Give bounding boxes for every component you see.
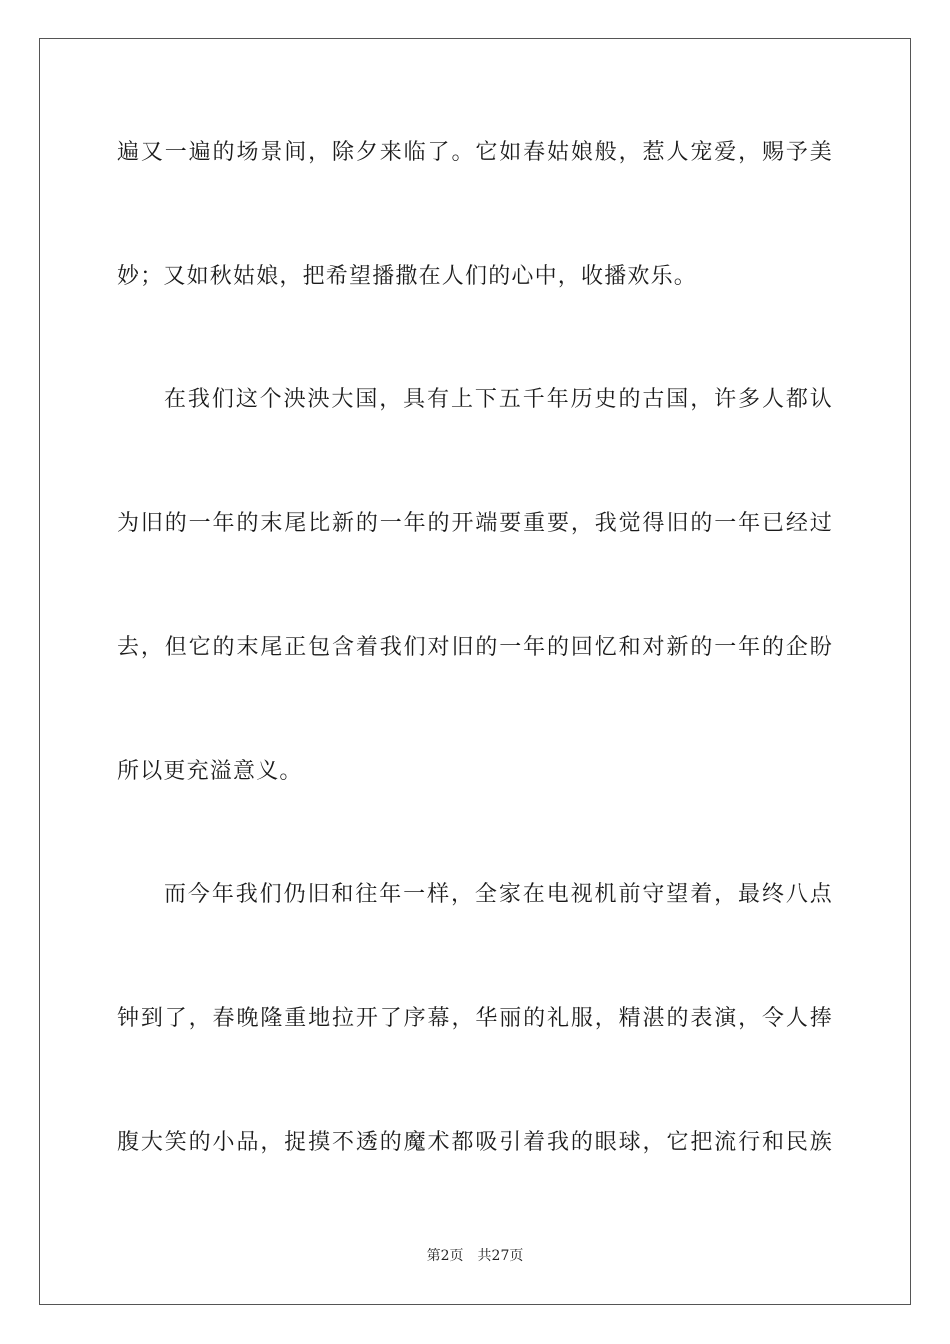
paragraph-first-line: 而今年我们仍旧和往年一样，全家在电视机前守望着，最终八点 <box>164 882 833 907</box>
paragraph-first-line: 在我们这个泱泱大国，具有上下五千年历史的古国，许多人都认 <box>164 387 833 412</box>
text-line: 所以更充溢意义。 <box>117 759 303 784</box>
text-line: 为旧的一年的末尾比新的一年的开端要重要，我觉得旧的一年已经过 <box>117 511 833 536</box>
page-border <box>39 38 911 1305</box>
page-number: 第2页 <box>426 1248 464 1264</box>
text-line: 妙；又如秋姑娘，把希望播撒在人们的心中，收播欢乐。 <box>117 264 698 289</box>
text-line: 去，但它的末尾正包含着我们对旧的一年的回忆和对新的一年的企盼 <box>117 635 833 660</box>
text-line: 遍又一遍的场景间，除夕来临了。它如春姑娘般，惹人宠爱，赐予美 <box>117 140 833 165</box>
text-line: 钟到了，春晚隆重地拉开了序幕，华丽的礼服，精湛的表演，令人捧 <box>117 1006 833 1031</box>
page-total: 共27页 <box>477 1248 524 1264</box>
text-line: 腹大笑的小品，捉摸不透的魔术都吸引着我的眼球，它把流行和民族 <box>117 1130 833 1155</box>
page-footer <box>0 1246 950 1266</box>
